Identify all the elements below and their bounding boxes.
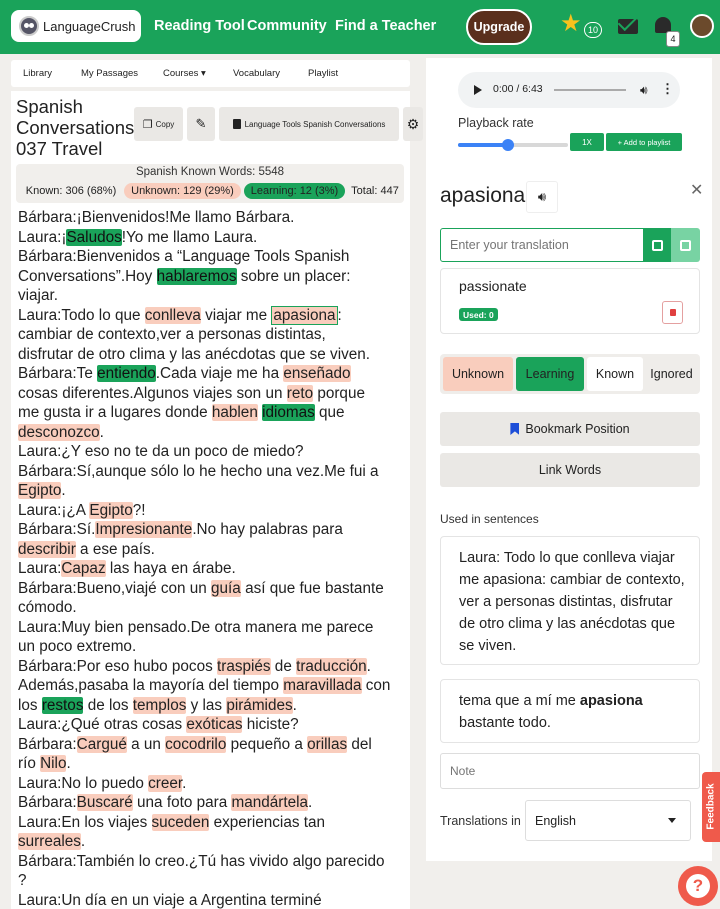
- language-tools-label: Language Tools Spanish Conversations: [244, 119, 386, 129]
- passage-text-segment[interactable]: Laura:En los viajes: [18, 813, 152, 831]
- help-button[interactable]: [678, 866, 718, 906]
- speaker-icon: 🔊︎: [537, 189, 547, 204]
- sentence-text: [459, 690, 691, 734]
- translations-in-label: Translations in: [440, 814, 521, 828]
- passage-text-segment[interactable]: disfrutar de otro clima y las anécdotas que se viven.: [18, 345, 371, 363]
- passage-text-segment[interactable]: sobre un placer:: [236, 267, 351, 285]
- passage-text-segment[interactable]: Bárbara:Bienvenidos a “Language Tools Spanish: [18, 248, 350, 265]
- nav-reading-tool[interactable]: Reading Tool: [154, 18, 245, 34]
- sentence-after: bastante todo.: [459, 715, 551, 731]
- passage-line: [18, 345, 410, 365]
- passage-text-segment[interactable]: pequeño a: [226, 735, 308, 753]
- passage-text-segment[interactable]: que: [314, 404, 345, 421]
- playback-rate-slider[interactable]: [458, 143, 568, 147]
- passage-line: [18, 286, 410, 306]
- dictionary-icon: [652, 240, 663, 251]
- passage-text-segment[interactable]: Laura:Un día en un viaje a Argentina terminé: [18, 891, 322, 909]
- stars-count-badge: 10: [584, 22, 602, 38]
- subnav-courses-label: Courses: [163, 68, 199, 79]
- passage-text-segment[interactable]: Laura:¿Qué otras cosas: [18, 716, 187, 733]
- playback-rate-fill: [458, 143, 508, 147]
- passage-line: [18, 520, 410, 540]
- passage-text-segment[interactable]: río: [18, 755, 41, 772]
- playback-rate-button[interactable]: 1X: [570, 133, 604, 151]
- passage-line: [18, 696, 410, 716]
- caret-down-icon: ▾: [201, 68, 206, 79]
- unknown-word[interactable]: orillas: [307, 735, 348, 753]
- feedback-tab[interactable]: [702, 772, 720, 842]
- passage-line: [18, 208, 410, 228]
- passage-text-segment[interactable]: cosas diferentes.Algunos viajes son un: [18, 384, 287, 402]
- subnav-library[interactable]: Library: [23, 68, 53, 79]
- delete-meaning-button[interactable]: [662, 301, 683, 324]
- passage-line: [18, 754, 410, 774]
- passage-text-segment[interactable]: Además,pasaba la mayoría del tiempo: [18, 677, 284, 694]
- unknown-word[interactable]: describir: [18, 540, 76, 558]
- play-icon[interactable]: [474, 85, 482, 95]
- passage-line: [18, 715, 410, 735]
- status-known-button[interactable]: Known: [587, 357, 643, 391]
- language-tools-button[interactable]: [219, 107, 399, 141]
- passage-text-segment[interactable]: Laura:Todo lo que: [18, 306, 145, 324]
- close-icon[interactable]: ✕: [690, 182, 704, 199]
- learning-word[interactable]: entiendo: [97, 365, 156, 382]
- passage-line: [18, 306, 410, 326]
- upgrade-button[interactable]: Upgrade: [466, 9, 532, 45]
- copy-button[interactable]: [134, 107, 183, 141]
- mail-icon[interactable]: [618, 19, 638, 34]
- unknown-word[interactable]: Cargué: [76, 735, 127, 753]
- passage-line: [18, 462, 410, 482]
- passage-text-segment[interactable]: !Yo me llamo Laura.: [121, 228, 258, 246]
- passage-text-segment[interactable]: experiencias tan: [209, 813, 325, 831]
- passage-line: [18, 891, 410, 909]
- sub-navigation: [11, 60, 410, 87]
- passage-text-segment[interactable]: .Cada viaje me ha: [155, 365, 284, 382]
- avatar[interactable]: [690, 14, 714, 38]
- audio-time: 0:00 / 6:43: [493, 83, 543, 95]
- bookmark-label: Bookmark Position: [525, 422, 630, 436]
- passage-text-segment[interactable]: de: [270, 657, 297, 675]
- unknown-word[interactable]: traspiés: [217, 657, 271, 675]
- passage-text-segment[interactable]: una foto para: [132, 794, 232, 811]
- passage-line: [18, 735, 410, 755]
- save-translation-button[interactable]: [671, 228, 700, 262]
- passage-text-segment[interactable]: así que fue bastante: [240, 579, 384, 597]
- passage-text-segment[interactable]: .: [66, 755, 71, 772]
- unknown-word[interactable]: creer: [148, 774, 183, 792]
- passage-line: [18, 384, 410, 404]
- passage-text-segment[interactable]: Laura:No lo puedo: [18, 774, 149, 792]
- passage-line: [18, 423, 410, 443]
- playback-rate-label: Playback rate: [458, 116, 534, 130]
- sentence-highlight-word: apasiona: [579, 693, 643, 709]
- passage-line: [18, 501, 410, 521]
- passage-line: [18, 832, 410, 852]
- top-bar: [0, 0, 720, 54]
- unknown-stat: Unknown: 129 (29%): [124, 183, 241, 199]
- translation-input[interactable]: [440, 228, 644, 262]
- word-panel: [426, 58, 712, 861]
- pronounce-button[interactable]: [526, 181, 558, 213]
- copy-icon: ❐: [142, 118, 153, 131]
- link-words-button[interactable]: Link Words: [440, 453, 700, 487]
- bookmark-icon: [510, 423, 519, 435]
- save-icon: [680, 240, 691, 251]
- passage-text-segment[interactable]: Bárbara:También lo creo.¿Tú has vivido algo parecido: [18, 852, 385, 870]
- pencil-icon: ✎: [195, 116, 207, 131]
- subnav-playlist[interactable]: Playlist: [308, 68, 339, 79]
- unknown-word[interactable]: exóticas: [186, 716, 243, 733]
- meaning-text[interactable]: passionate: [459, 278, 527, 294]
- passage-text-segment[interactable]: a ese país.: [75, 540, 155, 558]
- passage-text-segment[interactable]: viajar.: [18, 287, 58, 304]
- known-stat: Known: 306 (68%): [25, 185, 117, 197]
- book-icon: [233, 119, 241, 129]
- passage-text-segment[interactable]: Laura:Muy bien pensado.De otra manera me parece: [18, 618, 374, 636]
- passage-text-segment[interactable]: :: [337, 306, 342, 324]
- star-icon[interactable]: ★: [560, 10, 582, 37]
- nav-community[interactable]: Community: [247, 18, 327, 34]
- passage-text-segment[interactable]: porque: [313, 384, 365, 402]
- passage-text-segment[interactable]: .: [292, 696, 297, 714]
- unknown-word[interactable]: guía: [211, 579, 241, 597]
- volume-icon[interactable]: 🔊︎: [640, 83, 648, 97]
- unknown-word[interactable]: pirámides: [226, 696, 293, 714]
- passage-text-segment[interactable]: las haya en árabe.: [105, 560, 236, 577]
- passage-text-segment[interactable]: ?: [18, 872, 27, 889]
- chevron-down-icon: [668, 818, 676, 823]
- logo-text: LanguageCrush: [43, 18, 136, 34]
- passage-text-segment[interactable]: viajar me: [200, 306, 272, 324]
- passage-text-segment[interactable]: Bárbara:Por eso hubo pocos: [18, 657, 217, 675]
- learning-stat: Learning: 12 (3%): [244, 183, 345, 199]
- passage-text-segment[interactable]: Bárbara:Te: [18, 365, 98, 382]
- passage-text-segment[interactable]: un poco extremo.: [18, 638, 137, 655]
- learning-word[interactable]: idiomas: [262, 404, 315, 421]
- unknown-word[interactable]: reto: [286, 384, 314, 402]
- unknown-word[interactable]: traducción: [296, 657, 367, 675]
- passage-text-segment[interactable]: Bárbara:Sí.: [18, 521, 96, 538]
- passage-text-segment[interactable]: Bárbara:: [18, 735, 77, 753]
- used-count-badge: Used: 0: [459, 308, 498, 321]
- unknown-word[interactable]: Impresionante: [95, 521, 193, 538]
- known-words-title: Spanish Known Words: 5548: [135, 166, 285, 178]
- unknown-word[interactable]: hablen: [211, 404, 258, 421]
- passage-text-segment[interactable]: .: [307, 794, 313, 811]
- selected-word: apasiona: [440, 184, 526, 207]
- sentence-before: tema que a mí me: [459, 693, 580, 709]
- passage-text-segment[interactable]: Laura:¡: [18, 228, 67, 246]
- reader-panel: [11, 91, 420, 909]
- passage-text-segment[interactable]: Conversations”.Hoy: [18, 267, 157, 285]
- passage-line: [18, 247, 410, 267]
- passage-line: [18, 403, 410, 423]
- unknown-word[interactable]: desconozco: [18, 423, 100, 441]
- passage-text-segment[interactable]: .: [366, 657, 371, 675]
- add-to-playlist-button[interactable]: + Add to playlist: [606, 133, 682, 151]
- passage-text-segment[interactable]: cambiar de contexto,ver a personas distintas,: [18, 326, 326, 343]
- unknown-word[interactable]: conlleva: [144, 306, 201, 324]
- status-ignored-button[interactable]: Ignored: [650, 367, 693, 381]
- used-in-sentences-label: Used in sentences: [440, 512, 539, 526]
- help-icon: ?: [686, 874, 710, 898]
- subnav-vocabulary[interactable]: Vocabulary: [233, 68, 281, 79]
- passage-line: [18, 481, 410, 501]
- passage-text-segment[interactable]: Bárbara:¡Bienvenidos!Me llamo Bárbara.: [18, 209, 295, 226]
- passage-text-segment[interactable]: Bárbara:Bueno,viajé con un: [18, 579, 212, 597]
- passage-line: [18, 618, 410, 638]
- sentence-card: [440, 536, 700, 665]
- passage-text-segment[interactable]: a un: [126, 735, 166, 753]
- owl-logo-icon: [19, 16, 39, 36]
- edit-button[interactable]: [187, 107, 215, 141]
- unknown-word[interactable]: maravillada: [283, 677, 362, 694]
- passage-line: [18, 579, 410, 599]
- unknown-word[interactable]: Buscaré: [76, 794, 133, 811]
- passage-text-segment[interactable]: .: [99, 423, 104, 441]
- passage-line: [18, 657, 410, 677]
- status-learning-button[interactable]: Learning: [516, 357, 584, 391]
- passage-line: [18, 774, 410, 794]
- passage-text-segment[interactable]: .: [80, 833, 86, 850]
- passage-text-segment[interactable]: Bárbara:: [18, 794, 77, 811]
- subnav-courses[interactable]: [163, 68, 206, 79]
- passage-text-segment[interactable]: .: [61, 482, 66, 499]
- unknown-word[interactable]: mandártela: [231, 794, 308, 811]
- learning-word[interactable]: Saludos: [66, 228, 122, 246]
- audio-seek-bar[interactable]: [554, 89, 626, 91]
- translation-language-select[interactable]: [525, 800, 691, 841]
- passage-line: [18, 793, 410, 813]
- passage-text-segment[interactable]: Laura:: [18, 560, 62, 577]
- passage-text-segment[interactable]: Bárbara:Sí,aunque sólo lo he hecho una vez.Me fui a: [18, 462, 379, 480]
- passage-line: [18, 637, 410, 657]
- passage-text: [18, 208, 410, 909]
- passage-line: [18, 598, 410, 618]
- passage-line: [18, 364, 410, 384]
- nav-find-a-teacher[interactable]: Find a Teacher: [335, 18, 437, 34]
- passage-text-segment[interactable]: me gusta ir a lugares donde: [18, 404, 212, 421]
- learning-word[interactable]: hablaremos: [156, 267, 237, 285]
- passage-text-segment[interactable]: con: [361, 677, 391, 694]
- passage-line: [18, 325, 410, 345]
- word-status-selector: [440, 354, 700, 394]
- subnav-my-passages[interactable]: My Passages: [81, 68, 139, 79]
- passage-line: [18, 676, 410, 696]
- unknown-word[interactable]: suceden: [151, 813, 210, 831]
- unknown-word[interactable]: Nilo: [40, 755, 67, 772]
- unknown-word[interactable]: cocodrilo: [165, 735, 227, 753]
- unknown-word[interactable]: Egipto: [89, 501, 133, 519]
- passage-title: Spanish Conversations 037 Travel: [16, 96, 135, 159]
- notifications-badge: 4: [666, 31, 680, 47]
- audio-player: [458, 72, 680, 108]
- gear-icon: ⚙: [406, 115, 420, 132]
- passage-text-segment[interactable]: Laura:¡¿A: [18, 501, 90, 519]
- passage-line: [18, 228, 410, 248]
- passage-text-segment[interactable]: del: [347, 735, 372, 753]
- passage-line: [18, 852, 410, 872]
- translation-language-value: English: [535, 814, 576, 828]
- passage-line: [18, 813, 410, 833]
- passage-text-segment[interactable]: los: [18, 696, 42, 714]
- passage-line: [18, 871, 410, 891]
- passage-line: [18, 442, 410, 462]
- passage-text-segment[interactable]: ?!: [132, 501, 146, 519]
- note-input[interactable]: [440, 753, 700, 789]
- feedback-label: Feedback: [705, 783, 717, 830]
- logo[interactable]: [11, 10, 141, 42]
- unknown-word[interactable]: enseñado: [283, 365, 351, 382]
- unknown-word[interactable]: templos: [132, 696, 187, 714]
- passage-line: [18, 559, 410, 579]
- bookmark-position-button[interactable]: [440, 412, 700, 446]
- total-stat: Total: 447: [351, 185, 399, 197]
- playback-rate-handle[interactable]: [502, 139, 514, 151]
- copy-label: Copy: [155, 119, 175, 129]
- passage-text-segment[interactable]: Laura:¿Y eso no te da un poco de miedo?: [18, 443, 304, 460]
- trash-icon: [670, 309, 676, 316]
- known-words-stats: [16, 164, 404, 203]
- passage-text-segment[interactable]: y las: [186, 696, 227, 714]
- passage-text-segment[interactable]: .: [182, 774, 187, 792]
- meaning-card: [440, 268, 700, 334]
- passage-line: [18, 540, 410, 560]
- unknown-word[interactable]: Capaz: [61, 560, 106, 577]
- passage-line: [18, 267, 410, 287]
- passage-text-segment[interactable]: hiciste?: [242, 716, 299, 733]
- sentence-card: [440, 679, 700, 743]
- unknown-word[interactable]: surreales: [18, 833, 81, 850]
- passage-text-segment[interactable]: cómodo.: [18, 599, 77, 616]
- sentence-text: Laura: Todo lo que conlleva viajar me apasiona: cambiar de contexto, ver a personas distintas, disfrutar de otro clima y las anécdotas que se viven.: [459, 550, 685, 654]
- dictionary-button[interactable]: [643, 228, 671, 262]
- passage-text-segment[interactable]: .No hay palabras para: [192, 521, 343, 538]
- learning-word[interactable]: restos: [41, 696, 84, 714]
- more-options-icon[interactable]: ⋮: [661, 81, 674, 96]
- passage-text-segment[interactable]: de los: [83, 696, 133, 714]
- selected-word-highlight[interactable]: apasiona: [273, 306, 336, 324]
- status-unknown-button[interactable]: Unknown: [443, 357, 513, 391]
- settings-button[interactable]: [403, 107, 423, 141]
- unknown-word[interactable]: Egipto: [18, 482, 62, 499]
